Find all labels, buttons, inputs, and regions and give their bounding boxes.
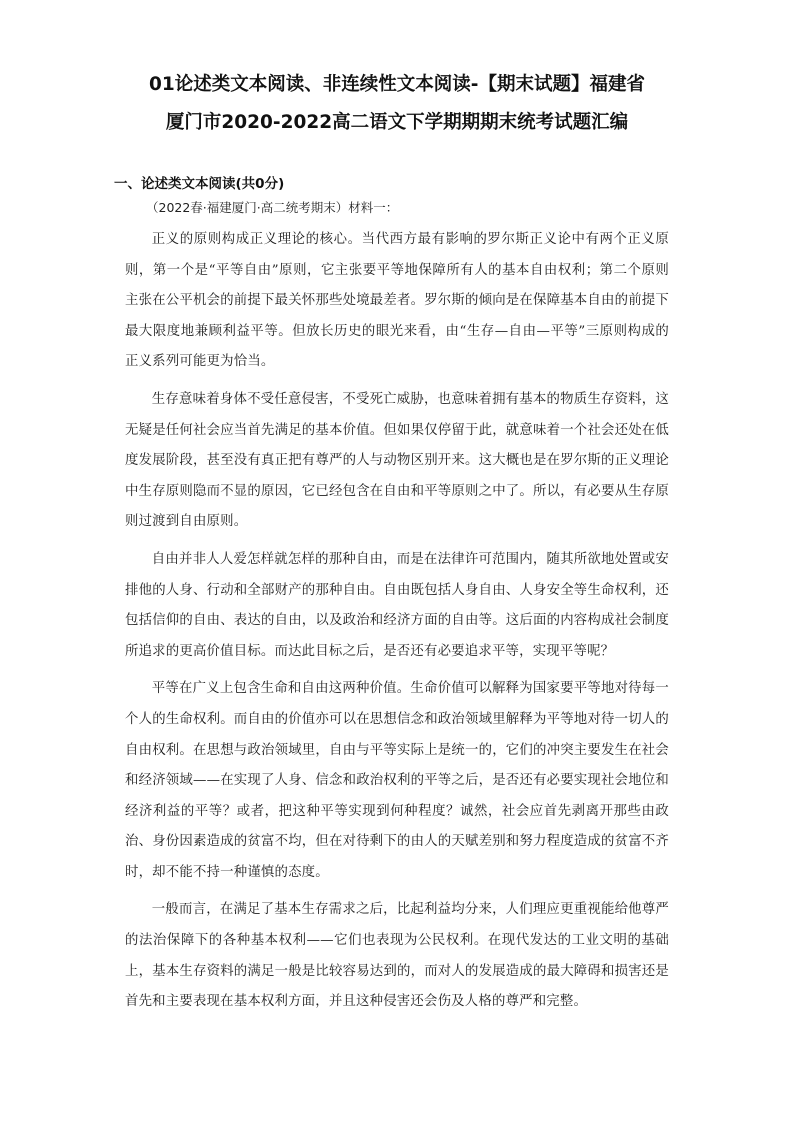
paragraph-3: 自由并非人人爱怎样就怎样的那种自由，而是在法律许可范围内，随其所欲地处置或安排他的人身、行动和全部财产的那种自由。自由既包括人身自由、人身安全等生命权利，还包括信仰的自由、表达的自由，以及政治和经济方面的自由等。这后面的内容构成社会制度所追求的更高价值目标。而达此目标之后，是否还有必要追求平等，实现平等呢？ — [125, 551, 669, 659]
title-line-1: 01论述类文本阅读、非连续性文本阅读-【期末试题】福建省 — [149, 74, 645, 95]
paragraph-1: 正义的原则构成正义理论的核心。当代西方最有影响的罗尔斯正义论中有两个正义原则，第一个是“平等自由”原则，它主张要平等地保障所有人的基本自由权利；第二个原则主张在公平机会的前提下最关怀那些处境最差者。罗尔斯的倾向是在保障基本自由的前提下最大限度地兼顾利益平等。但放长历史的眼光来看，由“生存—自由—平等”三原则构成的正义系列可能更为恰当。 — [125, 232, 669, 370]
section-heading: 一、论述类文本阅读(共0分) — [114, 176, 285, 192]
document-title — [125, 66, 669, 142]
paragraph-4: 平等在广义上包含生命和自由这两种价值。生命价值可以解释为国家要平等地对待每一个人的生命权利。而自由的价值亦可以在思想信念和政治领域里解释为平等地对待一切人的自由权利。在思想与政治领域里，自由与平等实际上是统一的，它们的冲突主要发生在社会和经济领域——在实现了人身、信念和政治权利的平等之后，是否还有必要实现社会地位和经济利益的平等？或者，把这种平等实现到何种程度？诚然，社会应首先剥离开那些由政治、身份因素造成的贫富不均，但在对待剩下的由人的天赋差别和努力程度造成的贫富不齐时，却不能不持一种谨慎的态度。 — [125, 681, 669, 880]
title-line-2: 厦门市2020-2022高二语文下学期期期末统考试题汇编 — [165, 112, 629, 133]
paragraph-5: 一般而言，在满足了基本生存需求之后，比起利益均分来，人们理应更重视能给他尊严的法治保障下的各种基本权利——它们也表现为公民权利。在现代发达的工业文明的基础上，基本生存资料的满足一般是比较容易达到的，而对人的发展造成的最大障碍和损害还是首先和主要表现在基本权利方面，并且这种侵害还会伤及人格的尊严和完整。 — [125, 902, 669, 1010]
source-line: （2022春·福建厦门·高二统考期末）材料一： — [146, 200, 399, 215]
paragraph-2: 生存意味着身体不受任意侵害，不受死亡威胁，也意味着拥有基本的物质生存资料，这无疑是任何社会应当首先满足的基本价值。但如果仅停留于此，就意味着一个社会还处在低度发展阶段，甚至没有真正把有尊严的人与动物区别开来。这大概也是在罗尔斯的正义理论中生存原则隐而不显的原因，它已经包含在自由和平等原则之中了。所以，有必要从生存原则过渡到自由原则。 — [125, 391, 669, 530]
